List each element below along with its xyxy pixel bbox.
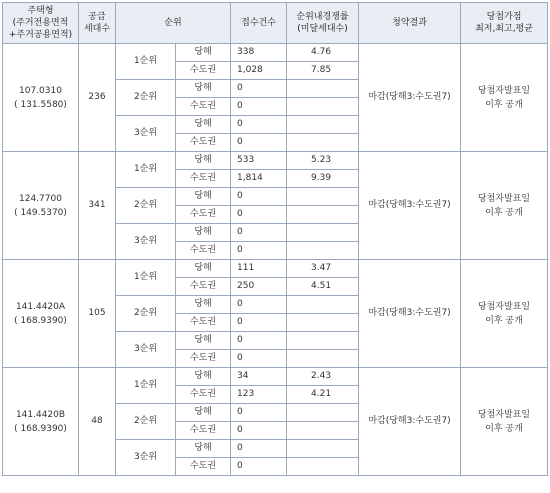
competition-ratio-cell [287,332,359,350]
application-count-cell: 0 [231,134,287,152]
competition-ratio-cell: 2.43 [287,368,359,386]
region-cell: 당해 [176,404,231,422]
region-cell: 당해 [176,332,231,350]
application-count-cell: 0 [231,422,287,440]
supply-count-cell: 48 [79,368,116,476]
rank-cell: 3순위 [116,440,176,476]
application-count-cell: 250 [231,278,287,296]
application-count-cell: 0 [231,296,287,314]
competition-ratio-cell [287,134,359,152]
table-row [3,260,548,278]
application-count-cell: 0 [231,116,287,134]
header-score: 당첨가점 최저,최고,평균 [461,3,548,44]
table-row [3,368,548,386]
header-row [3,3,548,44]
competition-ratio-cell [287,242,359,260]
region-cell: 수도권 [176,170,231,188]
header-result: 청약결과 [359,3,461,44]
region-cell: 당해 [176,368,231,386]
region-cell: 수도권 [176,134,231,152]
competition-ratio-cell [287,314,359,332]
competition-ratio-cell [287,224,359,242]
competition-ratio-cell: 5.23 [287,152,359,170]
table-row [3,44,548,62]
subscription-result-cell: 마감(당해3:수도권7) [359,368,461,476]
header-competition: 순위내경쟁률 (미달세대수) [287,3,359,44]
housing-type-cell: 124.7700 ( 149.5370) [3,152,79,260]
winning-score-cell: 당첨자발표일 이후 공개 [461,260,548,368]
header-type: 주택형 (주거전용면적 +주거공용면적) [3,3,79,44]
application-count-cell: 0 [231,206,287,224]
application-count-cell: 111 [231,260,287,278]
supply-count-cell: 105 [79,260,116,368]
winning-score-cell: 당첨자발표일 이후 공개 [461,44,548,152]
region-cell: 당해 [176,440,231,458]
region-cell: 수도권 [176,350,231,368]
competition-ratio-cell: 9.39 [287,170,359,188]
region-cell: 당해 [176,260,231,278]
rank-cell: 3순위 [116,116,176,152]
region-cell: 수도권 [176,458,231,476]
rank-cell: 1순위 [116,260,176,296]
competition-ratio-cell [287,116,359,134]
competition-ratio-cell [287,296,359,314]
application-count-cell: 0 [231,404,287,422]
application-count-cell: 0 [231,440,287,458]
rank-cell: 1순위 [116,152,176,188]
region-cell: 당해 [176,296,231,314]
competition-ratio-cell [287,350,359,368]
subscription-result-cell: 마감(당해3:수도권7) [359,260,461,368]
application-count-cell: 0 [231,350,287,368]
region-cell: 당해 [176,188,231,206]
region-cell: 당해 [176,80,231,98]
housing-type-cell: 107.0310 ( 131.5580) [3,44,79,152]
application-count-cell: 0 [231,188,287,206]
region-cell: 당해 [176,44,231,62]
rank-cell: 2순위 [116,296,176,332]
application-count-cell: 1,028 [231,62,287,80]
region-cell: 수도권 [176,386,231,404]
competition-ratio-cell: 4.51 [287,278,359,296]
application-count-cell: 0 [231,98,287,116]
competition-ratio-cell: 7.85 [287,62,359,80]
application-count-cell: 0 [231,224,287,242]
application-count-cell: 0 [231,314,287,332]
winning-score-cell: 당첨자발표일 이후 공개 [461,152,548,260]
application-count-cell: 0 [231,332,287,350]
application-count-cell: 338 [231,44,287,62]
competition-ratio-cell: 3.47 [287,260,359,278]
region-cell: 수도권 [176,98,231,116]
region-cell: 수도권 [176,278,231,296]
region-cell: 당해 [176,116,231,134]
rank-cell: 3순위 [116,224,176,260]
rank-cell: 1순위 [116,44,176,80]
header-rank: 순위 [116,3,231,44]
region-cell: 당해 [176,152,231,170]
region-cell: 수도권 [176,242,231,260]
header-applications: 접수건수 [231,3,287,44]
competition-ratio-cell: 4.21 [287,386,359,404]
rank-cell: 3순위 [116,332,176,368]
application-count-cell: 0 [231,80,287,98]
table-body [3,44,548,476]
competition-ratio-cell [287,206,359,224]
application-count-cell: 34 [231,368,287,386]
region-cell: 수도권 [176,314,231,332]
competition-ratio-cell [287,80,359,98]
competition-ratio-cell [287,422,359,440]
competition-ratio-cell [287,458,359,476]
supply-count-cell: 341 [79,152,116,260]
competition-ratio-cell [287,98,359,116]
rank-cell: 1순위 [116,368,176,404]
subscription-results-table [2,2,548,476]
region-cell: 당해 [176,224,231,242]
subscription-result-cell: 마감(당해3:수도권7) [359,44,461,152]
region-cell: 수도권 [176,62,231,80]
housing-type-cell: 141.4420A ( 168.9390) [3,260,79,368]
competition-ratio-cell [287,404,359,422]
application-count-cell: 1,814 [231,170,287,188]
rank-cell: 2순위 [116,404,176,440]
application-count-cell: 0 [231,458,287,476]
competition-ratio-cell [287,188,359,206]
competition-ratio-cell: 4.76 [287,44,359,62]
application-count-cell: 533 [231,152,287,170]
rank-cell: 2순위 [116,80,176,116]
region-cell: 수도권 [176,422,231,440]
housing-type-cell: 141.4420B ( 168.9390) [3,368,79,476]
subscription-result-cell: 마감(당해3:수도권7) [359,152,461,260]
winning-score-cell: 당첨자발표일 이후 공개 [461,368,548,476]
table-row [3,152,548,170]
rank-cell: 2순위 [116,188,176,224]
header-supply: 공급 세대수 [79,3,116,44]
supply-count-cell: 236 [79,44,116,152]
competition-ratio-cell [287,440,359,458]
application-count-cell: 0 [231,242,287,260]
application-count-cell: 123 [231,386,287,404]
region-cell: 수도권 [176,206,231,224]
